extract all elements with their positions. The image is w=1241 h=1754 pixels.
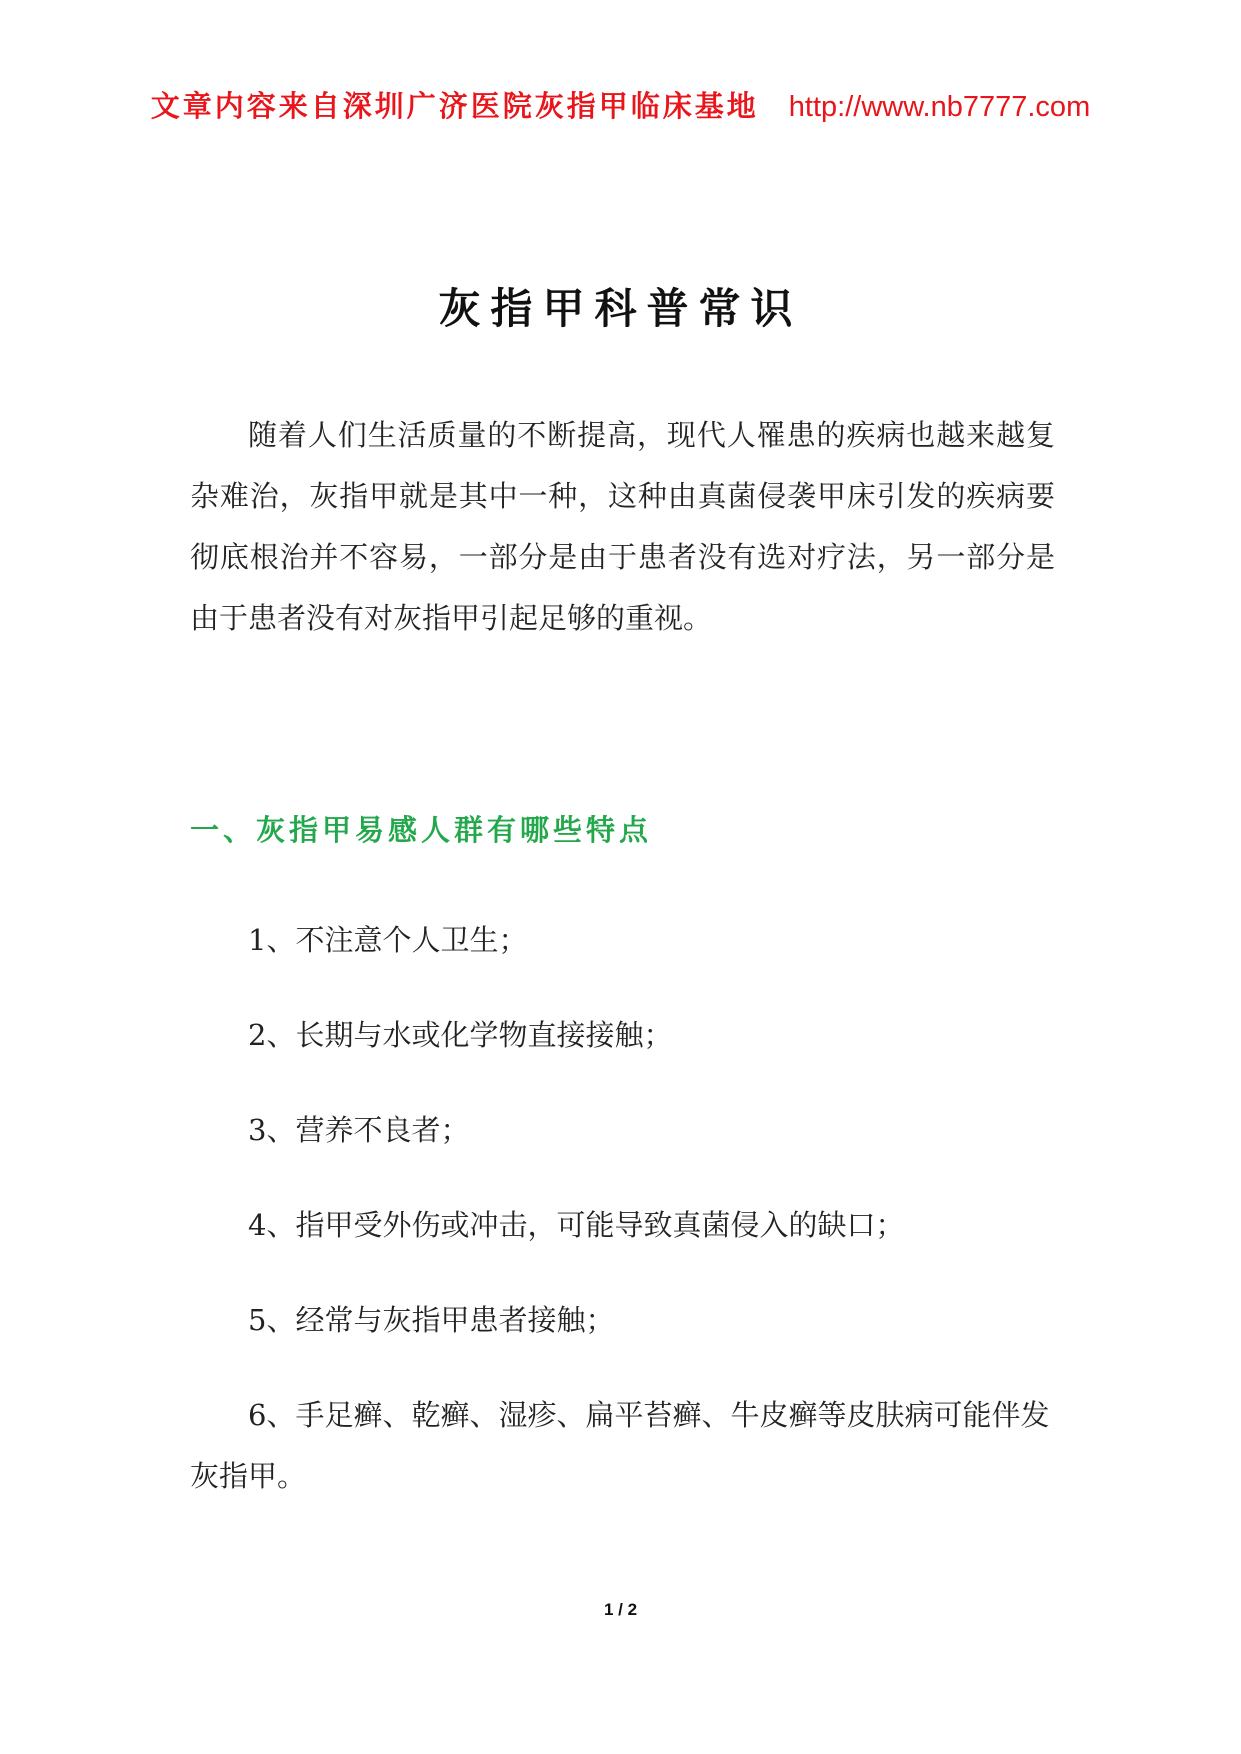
list-item: 2、长期与水或化学物直接接触； xyxy=(248,1018,673,1052)
page-number: 1 / 2 xyxy=(603,1600,638,1619)
page-header xyxy=(0,84,1241,125)
document-title: 灰指甲科普常识 xyxy=(438,284,803,333)
list-item: 4、指甲受外伤或冲击，可能导致真菌侵入的缺口； xyxy=(248,1208,905,1242)
list-item: 6、手足癣、乾癣、湿疹、扁平苔癣、牛皮癣等皮肤病可能伴发灰指甲。 xyxy=(190,1398,1050,1493)
list-item: 3、营养不良者； xyxy=(248,1113,470,1147)
intro-paragraph: 随着人们生活质量的不断提高，现代人罹患的疾病也越来越复杂难治，灰指甲就是其中一种，这种由真菌侵袭甲床引发的疾病要彻底根治并不容易，一部分是由于患者没有选对疗法，另一部分是由于患者没有对灰指甲引起足够的重视。 xyxy=(190,418,1055,635)
header-url-link[interactable]: http://www.nb7777.com xyxy=(788,91,1091,123)
list-item: 5、经常与灰指甲患者接触； xyxy=(248,1303,615,1337)
section-heading: 一、灰指甲易感人群有哪些特点 xyxy=(190,813,653,847)
list-item: 1、不注意个人卫生； xyxy=(248,923,528,957)
header-source-text: 文章内容来自深圳广济医院灰指甲临床基地 xyxy=(150,89,759,123)
